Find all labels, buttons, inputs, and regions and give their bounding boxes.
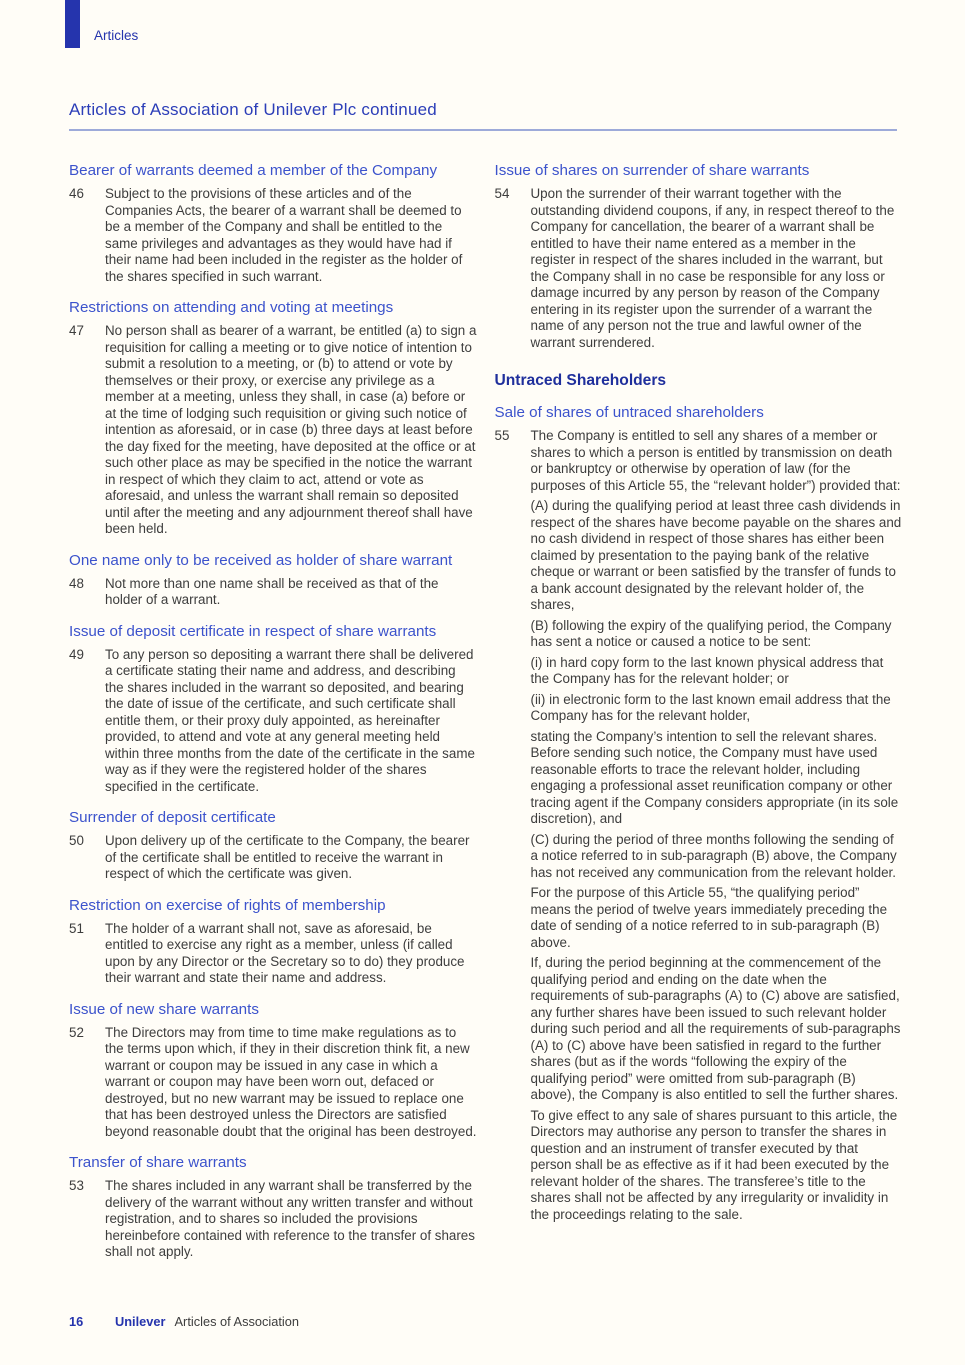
section-heading: Surrender of deposit certificate <box>69 809 276 826</box>
article-paragraph: (C) during the period of three months following the sending of a notice referred to in sub-paragraph (B) above, the Company has not received any communication from the relevant holder. <box>530 831 897 880</box>
article-number: 55 <box>494 428 510 443</box>
article-47 <box>69 323 477 538</box>
section-heading: Issue of shares on surrender of share warrants <box>494 162 810 179</box>
article-text <box>105 647 477 796</box>
article-paragraph: The shares included in any warrant shall be transferred by the delivery of the warrant without any written transfer and without registration, and to shares so included the provisions hereinbefore contained with reference to the transfer of shares shall not apply. <box>105 1178 475 1259</box>
article-48 <box>69 576 477 609</box>
article-text <box>105 576 477 609</box>
article-content <box>69 160 902 1261</box>
article-number: 52 <box>69 1024 84 1040</box>
article-paragraph: To any person so depositing a warrant there shall be delivered a certificate stating their name and address, and describing the shares included in the warrant so deposited, and bearing the date of issue of the certificate, and such certificate shall entitle them, or their proxy duly appointed, as hereinafter provided, to attend and vote at any general meeting held within three months from the date of the certificate in the same way as if they were the registered holder of the shares specified in the certificate. <box>105 646 475 794</box>
section-tab-bar <box>65 0 80 48</box>
section-heading: Restrictions on attending and voting at meetings <box>69 299 394 316</box>
article-paragraph: Upon the surrender of their warrant together with the outstanding dividend coupons, if any, in respect thereof to the Company for cancellation, the bearer of a warrant shall be entitled to have their name entered as a member in the register in respect of the shares included in the warrant, but the Company shall in no case be responsible for any loss or damage incurred by any person by reason of the Company entering in its register upon the surrender of a warrant the name of any person not the true and lawful owner of the warrant surrendered. <box>530 186 895 350</box>
article-46 <box>69 186 477 285</box>
footer-doc-title: Articles of Association <box>174 1314 299 1329</box>
article-55 <box>495 428 903 1223</box>
article-text <box>531 186 903 351</box>
article-text <box>105 1178 477 1261</box>
article-paragraph: stating the Company’s intention to sell the relevant shares. Before sending such notice, the Company must have used reasonable efforts to trace the relevant holder, including engaging a professional asset reunification company or other tracing agent if the Company considers appropriate (in its sole discretion), and <box>530 728 899 826</box>
section-heading: One name only to be received as holder of share warrant <box>69 551 453 569</box>
section-heading: Transfer of share warrants <box>69 1154 247 1171</box>
article-number: 48 <box>69 575 84 591</box>
article-50 <box>69 833 477 883</box>
right-column <box>495 160 903 1261</box>
section-heading: Issue of new share warrants <box>69 1000 259 1018</box>
article-49 <box>69 647 477 796</box>
article-paragraph: The holder of a warrant shall not, save as aforesaid, be entitled to exercise any right as a member, unless (if called upon by any Director or the Secretary so to do) they produce their warrant and state their name and address. <box>105 920 465 985</box>
article-number: 47 <box>69 323 84 338</box>
article-paragraph: Upon delivery up of the certificate to the Company, the bearer of the certificate shall be entitled to receive the warrant in respect of which the certificate was given. <box>105 833 470 881</box>
article-text <box>531 428 903 1223</box>
article-paragraph: No person shall as bearer of a warrant, be entitled (a) to sign a requisition for calling a meeting or to give notice of intention to submit a resolution to a meeting, or (b) to attend or vote by themselves or their proxy, or exercise any privilege as a member at a meeting, unless they shall, in case (a) before or at the time of lodging such requisition or giving such notice of intention as aforesaid, or in case (b) three days at least before the day fixed for the meeting, have deposited at the office or at such other place as may be specified in the notice the warrant in respect of which they claim to act, attend or vote as aforesaid, and unless the warrant shall remain so deposited until after the meeting and any adjournment thereof shall have been held. <box>105 323 477 536</box>
article-paragraph: (B) following the expiry of the qualifying period, the Company has sent a notice or caused a notice to be sent: <box>530 617 892 649</box>
article-paragraph: If, during the period beginning at the commencement of the qualifying period and ending on the date when the requirements of sub-paragraphs (A) to (C) above are satisfied, any further shares have been issued to such relevant holder during such period and all the requirements of sub-paragraphs (A) to (C) above have been satisfied in regard to the further shares (but as if the words “following the expiry of the qualifying period” were omitted from sub-paragraph (B) above), the Company is also entitled to sell the further shares. <box>530 955 901 1102</box>
left-column <box>69 160 477 1261</box>
section-heading: Sale of shares of untraced shareholders <box>494 404 764 421</box>
article-number: 46 <box>69 186 84 201</box>
section-heading: Restriction on exercise of rights of membership <box>69 896 386 914</box>
article-paragraph: (i) in hard copy form to the last known physical address that the Company has for the relevant holder; or <box>530 654 884 686</box>
page-footer <box>69 1314 299 1329</box>
page-title: Articles of Association of Unilever Plc continued <box>69 100 897 131</box>
article-paragraph: (ii) in electronic form to the last known email address that the Company has for the relevant holder, <box>530 691 891 723</box>
article-paragraph: To give effect to any sale of shares pursuant to this article, the Directors may authorise any person to transfer the shares in question and an instrument of transfer executed by that person shall be as effective as if it had been executed by the relevant holder of the shares. The transferee’s title to the shares shall not be affected by any irregularity or invalidity in the proceedings relating to the sale. <box>530 1107 898 1222</box>
article-number: 50 <box>69 833 84 848</box>
article-number: 53 <box>69 1178 84 1193</box>
section-heading: Issue of deposit certificate in respect of share warrants <box>69 622 437 640</box>
article-number: 49 <box>69 646 84 662</box>
article-53 <box>69 1178 477 1261</box>
title-band <box>69 100 897 131</box>
article-text <box>105 323 477 538</box>
article-text <box>105 921 477 987</box>
section-heading: Bearer of warrants deemed a member of the Company <box>69 162 438 179</box>
article-51 <box>69 921 477 987</box>
footer-brand: Unilever <box>115 1314 166 1329</box>
article-text <box>105 186 477 285</box>
article-text <box>105 833 477 883</box>
article-54 <box>495 186 903 351</box>
article-paragraph: The Company is entitled to sell any shares of a member or shares to which a person is entitled by transmission on death or bankruptcy or otherwise by operation of law (for the purposes of this Article 55, the “relevant holder”) provided that: <box>530 428 901 493</box>
article-text <box>105 1025 477 1141</box>
article-paragraph: (A) during the qualifying period at least three cash dividends in respect of the shares have become payable on the shares and no cash dividend in respect of those shares has either been claimed by presentation to the paying bank of the relative cheque or warrant or been satisfied by the transfer of funds to a bank account designated by the relevant holder of, the shares, <box>530 498 902 612</box>
article-paragraph: Subject to the provisions of these articles and of the Companies Acts, the bearer of a warrant shall be deemed to be a member of the Company and shall be entitled to the same privileges and advantages as they would have had if their name had been included in the register as the holder of the shares specified in such warrant. <box>105 186 463 284</box>
article-paragraph: Not more than one name shall be received as that of the holder of a warrant. <box>105 575 439 607</box>
article-number: 54 <box>494 186 510 201</box>
article-number: 51 <box>69 920 84 936</box>
footer-page-number: 16 <box>69 1314 84 1329</box>
article-paragraph: For the purpose of this Article 55, “the qualifying period” means the period of twelve years immediately preceding the date of sending of a notice referred to in sub-paragraph (B) above. <box>530 885 888 950</box>
article-paragraph: The Directors may from time to time make regulations as to the terms upon which, if they in their discretion think fit, a new warrant or coupon may be issued in any case in which a warrant or coupon may have been worn out, defaced or destroyed, but no new warrant may be issued to replace one that has been destroyed unless the Directors are satisfied beyond reasonable doubt that the original has been destroyed. <box>105 1024 477 1139</box>
major-section-heading: Untraced Shareholders <box>494 372 667 389</box>
article-52 <box>69 1025 477 1141</box>
section-eyebrow-label: Articles <box>94 28 139 43</box>
